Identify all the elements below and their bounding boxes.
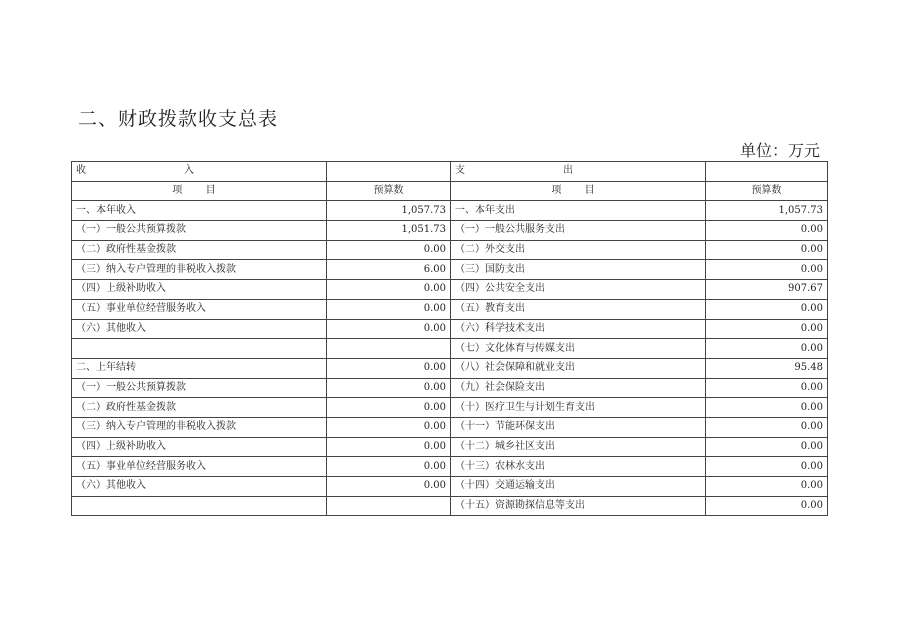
income-value-cell: 0.00 bbox=[327, 437, 451, 457]
income-item-cell: （四）上级补助收入 bbox=[72, 437, 327, 457]
expense-item-cell: （五）教育支出 bbox=[451, 299, 706, 319]
table-row bbox=[72, 477, 828, 497]
expense-item-cell: （十二）城乡社区支出 bbox=[451, 437, 706, 457]
expense-item-cell: （九）社会保险支出 bbox=[451, 378, 706, 398]
section-header-row bbox=[72, 162, 828, 182]
income-item-cell: （二）政府性基金拨款 bbox=[72, 398, 327, 418]
table-body bbox=[72, 162, 828, 516]
expense-value-cell: 0.00 bbox=[706, 319, 828, 339]
income-item-cell: 一、本年收入 bbox=[72, 201, 327, 221]
table-row bbox=[72, 417, 828, 437]
income-item-cell bbox=[72, 339, 327, 359]
income-item-cell: （四）上级补助收入 bbox=[72, 280, 327, 300]
expense-item-cell: （八）社会保障和就业支出 bbox=[451, 358, 706, 378]
expense-section-spacer bbox=[706, 162, 828, 182]
table-row bbox=[72, 299, 828, 319]
income-item-cell: （三）纳入专户管理的非税收入拨款 bbox=[72, 417, 327, 437]
income-item-cell: 二、上年结转 bbox=[72, 358, 327, 378]
table-row bbox=[72, 240, 828, 260]
expense-item-cell: （七）文化体育与传媒支出 bbox=[451, 339, 706, 359]
expense-value-cell: 1,057.73 bbox=[706, 201, 828, 221]
expense-item-cell: （二）外交支出 bbox=[451, 240, 706, 260]
expense-item-cell: （十四）交通运输支出 bbox=[451, 477, 706, 497]
table-row bbox=[72, 437, 828, 457]
income-item-cell: （六）其他收入 bbox=[72, 319, 327, 339]
expense-section-header: 支 出 bbox=[451, 162, 706, 182]
income-value-cell: 6.00 bbox=[327, 260, 451, 280]
income-item-cell: （三）纳入专户管理的非税收入拨款 bbox=[72, 260, 327, 280]
income-value-cell: 0.00 bbox=[327, 457, 451, 477]
income-item-cell: （一）一般公共预算拨款 bbox=[72, 221, 327, 241]
expense-value-cell: 95.48 bbox=[706, 358, 828, 378]
income-section-spacer bbox=[327, 162, 451, 182]
income-value-cell: 1,057.73 bbox=[327, 201, 451, 221]
table-row bbox=[72, 358, 828, 378]
income-value-cell bbox=[327, 339, 451, 359]
income-value-cell: 0.00 bbox=[327, 358, 451, 378]
expense-item-cell: （三）国防支出 bbox=[451, 260, 706, 280]
income-value-cell: 0.00 bbox=[327, 280, 451, 300]
table-row bbox=[72, 339, 828, 359]
expense-value-cell: 0.00 bbox=[706, 221, 828, 241]
income-value-cell: 0.00 bbox=[327, 299, 451, 319]
expense-item-cell: 一、本年支出 bbox=[451, 201, 706, 221]
income-value-cell: 1,051.73 bbox=[327, 221, 451, 241]
unit-label: 单位：万元 bbox=[739, 141, 820, 160]
income-item-cell: （五）事业单位经营服务收入 bbox=[72, 457, 327, 477]
income-value-cell: 0.00 bbox=[327, 398, 451, 418]
income-item-cell: （五）事业单位经营服务收入 bbox=[72, 299, 327, 319]
expense-value-cell: 0.00 bbox=[706, 240, 828, 260]
income-item-cell: （六）其他收入 bbox=[72, 477, 327, 497]
expense-value-cell: 0.00 bbox=[706, 398, 828, 418]
budget-table bbox=[71, 161, 828, 516]
table-row bbox=[72, 221, 828, 241]
expense-value-cell: 907.67 bbox=[706, 280, 828, 300]
table-row bbox=[72, 496, 828, 516]
table-row bbox=[72, 201, 828, 221]
income-item-cell: （二）政府性基金拨款 bbox=[72, 240, 327, 260]
expense-budget-header: 预算数 bbox=[706, 181, 828, 201]
expense-value-cell: 0.00 bbox=[706, 496, 828, 516]
table-row bbox=[72, 280, 828, 300]
expense-value-cell: 0.00 bbox=[706, 477, 828, 497]
table-row bbox=[72, 319, 828, 339]
expense-item-cell: （一）一般公共服务支出 bbox=[451, 221, 706, 241]
expense-value-cell: 0.00 bbox=[706, 299, 828, 319]
expense-item-cell: （六）科学技术支出 bbox=[451, 319, 706, 339]
income-value-cell: 0.00 bbox=[327, 477, 451, 497]
expense-item-cell: （十三）农林水支出 bbox=[451, 457, 706, 477]
expense-item-header: 项 目 bbox=[451, 181, 706, 201]
income-budget-header: 预算数 bbox=[327, 181, 451, 201]
expense-value-cell: 0.00 bbox=[706, 417, 828, 437]
income-item-cell bbox=[72, 496, 327, 516]
expense-item-cell: （四）公共安全支出 bbox=[451, 280, 706, 300]
income-value-cell: 0.00 bbox=[327, 417, 451, 437]
expense-value-cell: 0.00 bbox=[706, 378, 828, 398]
expense-value-cell: 0.00 bbox=[706, 457, 828, 477]
income-item-header: 项 目 bbox=[72, 181, 327, 201]
income-value-cell: 0.00 bbox=[327, 240, 451, 260]
table-row bbox=[72, 260, 828, 280]
expense-item-cell: （十）医疗卫生与计划生育支出 bbox=[451, 398, 706, 418]
expense-item-cell: （十五）资源勘探信息等支出 bbox=[451, 496, 706, 516]
table-row bbox=[72, 457, 828, 477]
table-row bbox=[72, 378, 828, 398]
column-header-row bbox=[72, 181, 828, 201]
page-title: 二、财政拨款收支总表 bbox=[78, 108, 279, 130]
income-section-header: 收 入 bbox=[72, 162, 327, 182]
income-value-cell: 0.00 bbox=[327, 319, 451, 339]
income-value-cell: 0.00 bbox=[327, 378, 451, 398]
expense-item-cell: （十一）节能环保支出 bbox=[451, 417, 706, 437]
income-value-cell bbox=[327, 496, 451, 516]
income-item-cell: （一）一般公共预算拨款 bbox=[72, 378, 327, 398]
expense-value-cell: 0.00 bbox=[706, 260, 828, 280]
table-row bbox=[72, 398, 828, 418]
expense-value-cell: 0.00 bbox=[706, 437, 828, 457]
expense-value-cell: 0.00 bbox=[706, 339, 828, 359]
